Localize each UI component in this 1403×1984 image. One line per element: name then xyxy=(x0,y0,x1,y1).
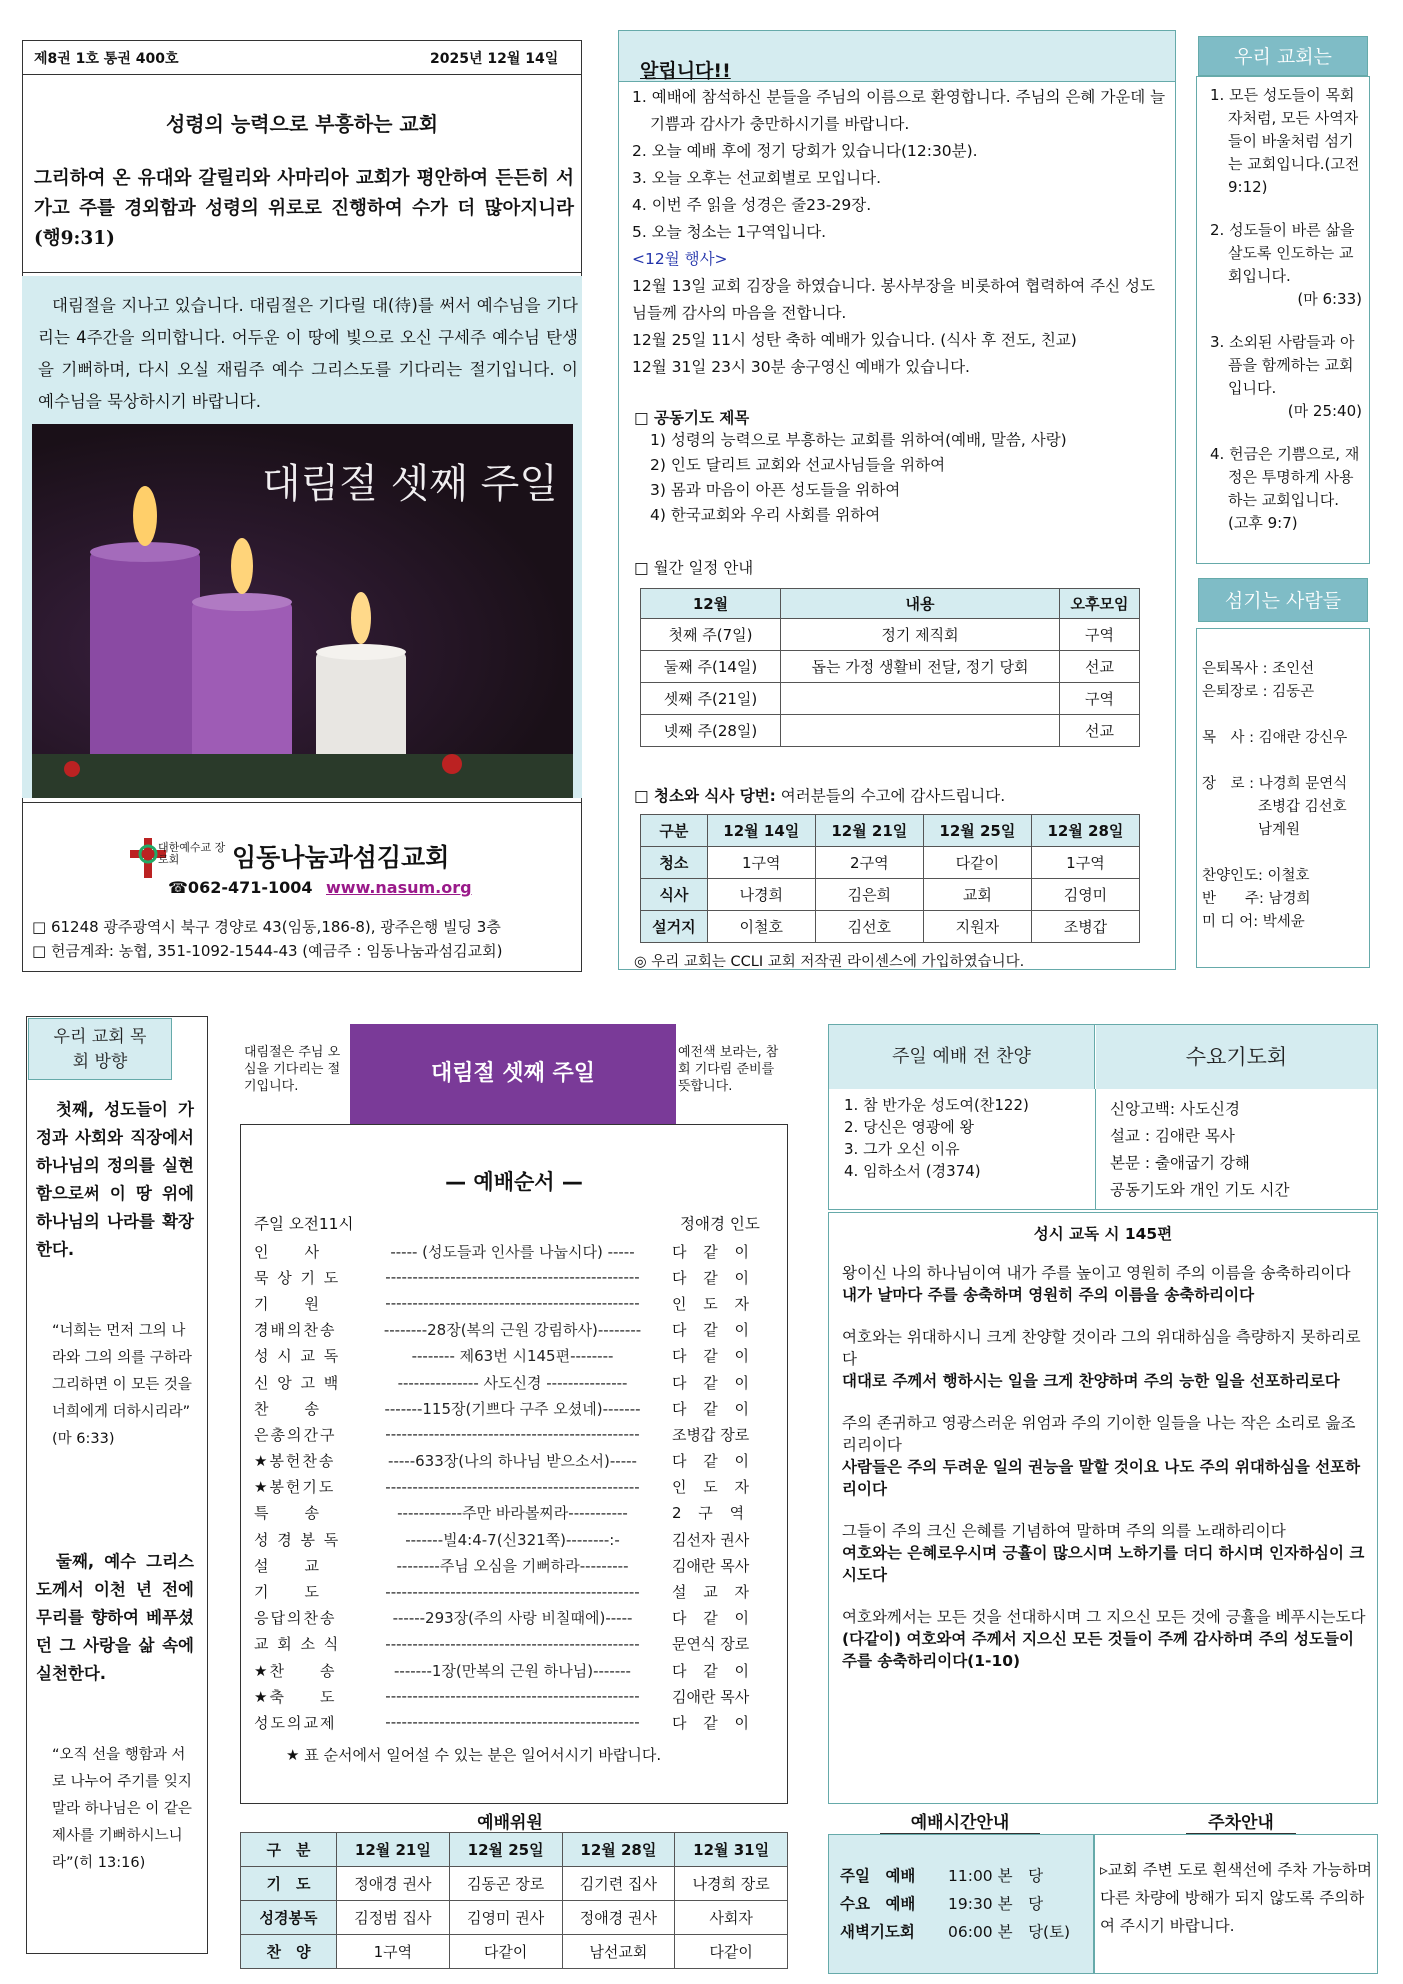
table-cell: 둘째 주(14일) xyxy=(641,651,781,683)
list-item: 3. 소외된 사람들과 아픔을 함께하는 교회입니다. xyxy=(1210,333,1355,397)
duty-subtitle: 여러분들의 수고에 감사드립니다. xyxy=(780,787,1006,805)
duty-table xyxy=(640,814,1140,943)
advent-left-note: 대림절은 주님 오심을 기다리는 절기입니다. xyxy=(244,1045,341,1094)
order-row: 성 시 교 독 -------- 제63번 시145편-------- 다 같 이 xyxy=(254,1347,756,1366)
table-cell: 1구역 xyxy=(707,847,815,879)
table-row xyxy=(241,1935,788,1969)
prayer-item: 2) 인도 달리트 교회와 선교사님들을 위하여 xyxy=(650,456,946,474)
table-row xyxy=(641,619,1140,651)
direction-quote-2: “오직 선을 행함과 서로 나누어 주기를 잊지 말라 하나님은 이 같은 제사를 기뻐하시느니라”(히 13:16) xyxy=(52,1747,192,1871)
servants-title: 섬기는 사람들 xyxy=(1198,578,1368,622)
table-row xyxy=(641,911,1140,943)
order-row: 경배의찬송 --------28장(복의 근원 강림하사)-------- 다 같 이 xyxy=(254,1321,756,1340)
table-cell: 성경봉독 xyxy=(241,1901,337,1935)
hymn-item: 1. 참 반가운 성도여(찬122) xyxy=(844,1096,1029,1114)
order-row: 교 회 소 식 ----------------------------------------------- 문연식 장로 xyxy=(254,1634,750,1654)
order-row: 인 사 ----- (성도들과 인사를 나눕시다) ----- 다 같 이 xyxy=(254,1242,756,1261)
committee-table xyxy=(240,1832,788,1969)
servant-line: 미 디 어: 박세윤 xyxy=(1202,914,1305,930)
theme-verse: 그리하여 온 유대와 갈릴리와 사마리아 교회가 평안하여 든든히 서 가고 주를 경외함과 성령의 위로로 진행하여 수가 더 많아지니라(행9:31) xyxy=(34,168,574,249)
table-cell: 다같이 xyxy=(675,1935,788,1969)
table-cell: 정애경 권사 xyxy=(337,1867,450,1901)
worship-title: — 예배순서 — xyxy=(445,1170,583,1194)
issue-date: 2025년 12월 14일 xyxy=(430,51,559,67)
table-cell: 김동곤 장로 xyxy=(449,1867,562,1901)
table-cell: 정기 제직회 xyxy=(781,619,1060,651)
table-cell: 1구역 xyxy=(337,1935,450,1969)
list-item: 2. 성도들이 바른 삶을 살도록 인도하는 교회입니다. xyxy=(1210,221,1355,285)
table-cell: 1구역 xyxy=(1031,847,1139,879)
servant-line: 은퇴목사 : 조인선 xyxy=(1202,661,1315,677)
servant-line: 조병갑 김선호 xyxy=(1258,799,1347,815)
volume-info: 제8권 1호 통권 400호 xyxy=(34,51,179,67)
table-cell: 선교 xyxy=(1060,715,1140,747)
direction-first: 첫째, 성도들이 가정과 사회와 직장에서 하나님의 정의를 실현함으로써 이 땅 위에 하나님의 나라를 확장한다. xyxy=(36,1100,194,1259)
table-header: 12월 xyxy=(641,589,781,619)
table-row xyxy=(641,847,1140,879)
table-row xyxy=(241,1901,788,1935)
prayer-item: 1) 성령의 능력으로 부흥하는 교회를 위하여(예배, 말씀, 사랑) xyxy=(650,431,1067,449)
table-cell: 나경희 장로 xyxy=(675,1867,788,1901)
psalm-text xyxy=(842,1262,1366,1692)
table-cell: 셋째 주(21일) xyxy=(641,683,781,715)
order-row: ★축 도 ----------------------------------------------- 김애란 목사 xyxy=(254,1687,750,1706)
table-cell: 이철호 xyxy=(707,911,815,943)
worship-time: 주일 오전11시 xyxy=(254,1215,354,1233)
servant-line: 반 주: 남경희 xyxy=(1202,891,1311,907)
notice-item: 3. 오늘 오후는 선교회별로 모입니다. xyxy=(632,169,882,187)
table-cell: 사회자 xyxy=(675,1901,788,1935)
table-cell: 김은희 xyxy=(815,879,923,911)
table-cell: 나경희 xyxy=(707,879,815,911)
time-row: 주일 예배 11:00 본 당 xyxy=(840,1867,1044,1885)
notice-item: 1. 예배에 참석하신 분들을 주님의 이름으로 환영합니다. 주님의 은혜 가운데 늘 기쁨과 감사가 충만하시기를 바랍니다. xyxy=(632,88,1166,133)
table-row xyxy=(641,715,1140,747)
table-header: 오후모임 xyxy=(1060,589,1140,619)
order-row: 은총의간구 ----------------------------------------------- 조병갑 장로 xyxy=(254,1425,750,1444)
table-header: 12월 25일 xyxy=(449,1833,562,1867)
table-header: 내용 xyxy=(781,589,1060,619)
monthly-schedule-table xyxy=(640,588,1140,747)
table-cell xyxy=(781,715,1060,747)
notice-item: 4. 이번 주 읽을 성경은 줄23-29장. xyxy=(632,196,872,214)
table-header: 구 분 xyxy=(241,1833,337,1867)
monthly-title: □ 월간 일정 안내 xyxy=(634,559,754,577)
table-cell: 기 도 xyxy=(241,1867,337,1901)
table-cell xyxy=(781,683,1060,715)
church-website[interactable]: www.nasum.org xyxy=(326,878,472,897)
order-row: ★봉헌기도 ----------------------------------------------- 인 도 자 xyxy=(254,1477,756,1497)
table-cell: 2구역 xyxy=(815,847,923,879)
worship-banner: 대림절 셋째 주일 xyxy=(350,1024,676,1124)
table-cell: 교회 xyxy=(923,879,1031,911)
our-church-list xyxy=(1210,84,1362,535)
wed-line: 신앙고백: 사도신경 xyxy=(1110,1100,1240,1118)
church-phone: ☎062-471-1004 xyxy=(168,878,313,897)
wed-list xyxy=(1110,1096,1290,1204)
order-row: 찬 송 -------115장(기쁘다 구주 오셨네)------- 다 같 이 xyxy=(254,1399,756,1418)
table-header: 12월 21일 xyxy=(815,815,923,847)
wed-line: 공동기도와 개인 기도 시간 xyxy=(1110,1181,1290,1199)
table-header: 12월 25일 xyxy=(923,815,1031,847)
notice-list xyxy=(632,84,1168,381)
servant-line: 찬양인도: 이철호 xyxy=(1202,868,1310,884)
table-row xyxy=(641,683,1140,715)
servant-line: 장 로 : 나경희 문연식 xyxy=(1202,776,1348,792)
order-row: 성도의교제 ----------------------------------------------- 다 같 이 xyxy=(254,1713,756,1732)
table-header: 12월 28일 xyxy=(1031,815,1139,847)
table-header: 12월 31일 xyxy=(675,1833,788,1867)
order-row: ★찬 송 -------1장(만복의 근원 하나님)------- 다 같 이 xyxy=(254,1661,756,1680)
table-cell: 다같이 xyxy=(449,1935,562,1969)
hymn-item: 3. 그가 오신 이유 xyxy=(844,1140,960,1158)
parking-title: 주차안내 xyxy=(1186,1808,1296,1835)
table-cell: 김영미 xyxy=(1031,879,1139,911)
table-cell: 설거지 xyxy=(641,911,708,943)
duty-title: □ 청소와 식사 당번: xyxy=(634,787,776,805)
table-header: 12월 21일 xyxy=(337,1833,450,1867)
worship-leader: 정애경 인도 xyxy=(680,1215,760,1233)
psalm-title: 성시 교독 시 145편 xyxy=(1033,1225,1173,1243)
servant-line: 남계원 xyxy=(1258,822,1301,838)
table-header: 구분 xyxy=(641,815,708,847)
times-title: 예배시간안내 xyxy=(880,1808,1040,1835)
table-cell: 돕는 가정 생활비 전달, 정기 당회 xyxy=(781,651,1060,683)
december-event: 12월 31일 23시 30분 송구영신 예배가 있습니다. xyxy=(632,358,970,376)
wed-title: 수요기도회 xyxy=(1096,1025,1377,1089)
worship-footnote: ★ 표 순서에서 일어설 수 있는 분은 일어서시기 바랍니다. xyxy=(286,1746,662,1764)
table-row xyxy=(641,651,1140,683)
table-cell: 첫째 주(7일) xyxy=(641,619,781,651)
table-cell: 김기련 집사 xyxy=(562,1867,675,1901)
table-cell: 김영미 권사 xyxy=(449,1901,562,1935)
table-header: 12월 14일 xyxy=(707,815,815,847)
table-cell: 남선교회 xyxy=(562,1935,675,1969)
time-row: 수요 예배 19:30 본 당 xyxy=(840,1895,1044,1913)
december-event: 12월 25일 11시 성탄 축하 예배가 있습니다. (식사 후 전도, 친교) xyxy=(632,331,1077,349)
notice-item: 5. 오늘 청소는 1구역입니다. xyxy=(632,223,827,241)
servant-line: 은퇴장로 : 김동곤 xyxy=(1202,684,1315,700)
our-church-title: 우리 교회는 xyxy=(1198,36,1368,76)
servants-list xyxy=(1202,658,1366,934)
table-cell: 지원자 xyxy=(923,911,1031,943)
motto-title: 성령의 능력으로 부흥하는 교회 xyxy=(165,112,439,136)
table-cell: 식사 xyxy=(641,879,708,911)
church-name: 임동나눔과섬김교회 xyxy=(232,843,450,872)
december-event: 12월 13일 교회 김장을 하였습니다. 봉사부장을 비롯하여 협력하여 주신 성도님들께 감사의 마음을 전합니다. xyxy=(632,277,1155,322)
order-row: 신 앙 고 백 --------------- 사도신경 --------------- 다 같 이 xyxy=(254,1373,756,1392)
order-row: 기 도 ----------------------------------------------- 설 교 자 xyxy=(254,1582,756,1602)
order-row: 성 경 봉 독 -------빌4:4-7(신321쪽)--------:- 김선자 권사 xyxy=(254,1530,750,1549)
table-cell: 선교 xyxy=(1060,651,1140,683)
table-cell: 찬 양 xyxy=(241,1935,337,1969)
table-header: 12월 28일 xyxy=(562,1833,675,1867)
servant-line: 목 사 : 김애란 강신우 xyxy=(1202,730,1348,746)
order-row: 기 원 ----------------------------------------------- 인 도 자 xyxy=(254,1294,756,1313)
psalm-paragraph: 왕이신 나의 하나님이여 내가 주를 높이고 영원히 주의 이름을 송축하리이다 내가 날마다 주를 송축하며 영원히 주의 이름을 송축하리이다 xyxy=(842,1264,1351,1304)
table-cell: 다같이 xyxy=(923,847,1031,879)
advent-right-note: 예전색 보라는, 참회 기다림 준비를 뜻합니다. xyxy=(678,1045,779,1094)
list-item: 4. 헌금은 기쁨으로, 재정은 투명하게 사용하는 교회입니다. (고후 9:7) xyxy=(1210,445,1360,532)
direction-second: 둘째, 예수 그리스도께서 이천 년 전에 무리를 향하여 베푸셨던 그 사랑을 삶 속에 실천한다. xyxy=(36,1552,194,1683)
table-cell: 넷째 주(28일) xyxy=(641,715,781,747)
hymns-title: 주일 예배 전 찬양 xyxy=(829,1025,1095,1089)
order-row: ★봉헌찬송 -----633장(나의 하나님 받으소서)----- 다 같 이 xyxy=(254,1452,756,1471)
church-account: □ 헌금계좌: 농협, 351-1092-1544-43 (예금주 : 임동나눔과섬김교회) xyxy=(32,942,503,960)
church-address: □ 61248 광주광역시 북구 경양로 43(임동,186-8), 광주은행 빌딩 3층 xyxy=(32,918,501,936)
table-cell: 김선호 xyxy=(815,911,923,943)
hymn-item: 2. 당신은 영광에 왕 xyxy=(844,1118,975,1136)
prayer-title: □ 공동기도 제목 xyxy=(634,409,750,427)
psalm-paragraph: 주의 존귀하고 영광스러운 위엄과 주의 기이한 일들을 나는 작은 소리로 읊조리리이다 사람들은 주의 두려운 일의 권능을 말할 것이요 나도 주의 위대하심을 선포하리이다 xyxy=(842,1414,1361,1498)
list-item: 1. 모든 성도들이 목회자처럼, 모든 사역자들이 바울처럼 섬기는 교회입니다.(고전 9:12) xyxy=(1210,86,1360,196)
wed-line: 본문 : 출애굽기 강해 xyxy=(1110,1154,1250,1172)
times-list xyxy=(840,1862,1070,1946)
committee-title: 예배위원 xyxy=(430,1808,590,1835)
prayer-item: 3) 몸과 마음이 아픈 성도들을 위하여 xyxy=(650,481,901,499)
order-row: 묵 상 기 도 ----------------------------------------------- 다 같 이 xyxy=(254,1268,756,1287)
wed-line: 설교 : 김애란 목사 xyxy=(1110,1127,1235,1145)
notices-title: 알립니다!! xyxy=(640,60,731,82)
parking-text: ▹교회 주변 도로 흰색선에 주차 가능하며 다른 차량에 방해가 되지 않도록 주의하여 주시기 바랍니다. xyxy=(1100,1861,1372,1935)
psalm-paragraph: 여호와는 위대하시니 크게 찬양할 것이라 그의 위대하심을 측량하지 못하리로다 대대로 주께서 행하시는 일을 크게 찬양하며 주의 능한 일을 선포하리로다 xyxy=(842,1328,1361,1390)
list-item-ref: (마 6:33) xyxy=(1297,290,1362,308)
list-item-ref: (마 25:40) xyxy=(1287,402,1362,420)
direction-quote-1: “너희는 먼저 그의 나라와 그의 의를 구하라 그리하면 이 모든 것을 너희에게 더하시리라” (마 6:33) xyxy=(52,1323,192,1447)
time-row: 새벽기도회 06:00 본 당(토) xyxy=(840,1923,1071,1941)
notice-item: 2. 오늘 예배 후에 정기 당회가 있습니다(12:30분). xyxy=(632,142,978,160)
december-events-label: <12월 행사> xyxy=(632,250,728,268)
worship-order-list xyxy=(254,1238,778,1736)
table-cell: 구역 xyxy=(1060,683,1140,715)
duty-heading xyxy=(634,784,1005,806)
order-row: 설 교 --------주님 오심을 기뻐하라--------- 김애란 목사 xyxy=(254,1556,750,1575)
table-cell: 조병갑 xyxy=(1031,911,1139,943)
license-note: ◎ 우리 교회는 CCLI 교회 저작권 라이센스에 가입하였습니다. xyxy=(634,954,1025,968)
order-row: 응답의찬송 ------293장(주의 사랑 비칠때에)----- 다 같 이 xyxy=(254,1609,756,1628)
order-row: 특 송 ------------주만 바라볼찌라----------- 2 구 역 xyxy=(254,1504,751,1523)
advent-image-title: 대림절 셋째 주일 xyxy=(262,461,558,507)
prayer-list xyxy=(650,428,1067,528)
table-cell: 정애경 권사 xyxy=(562,1901,675,1935)
prayer-item: 4) 한국교회와 우리 사회를 위하여 xyxy=(650,506,881,524)
table-cell: 구역 xyxy=(1060,619,1140,651)
table-cell: 청소 xyxy=(641,847,708,879)
hymn-item: 4. 임하소서 (경374) xyxy=(844,1162,981,1180)
church-denomination: 대한예수교 장로회 xyxy=(158,841,226,866)
psalm-paragraph: 여호와께서는 모든 것을 선대하시며 그 지으신 모든 것에 긍휼을 베푸시는도다 (다같이) 여호와여 주께서 지으신 모든 것들이 주께 감사하며 주의 성도들이 주를 송축하리이다(1-10) xyxy=(842,1608,1366,1670)
hymns-list xyxy=(844,1094,1029,1182)
psalm-paragraph: 그들이 주의 크신 은혜를 기념하여 말하며 주의 의를 노래하리이다 여호와는 은혜로우시며 긍휼이 많으시며 노하기를 더디 하시며 인자하심이 크시도다 xyxy=(842,1522,1365,1584)
advent-intro: 대림절을 지나고 있습니다. 대림절은 기다릴 대(待)를 써서 예수님을 기다리는 4주간을 의미합니다. 어두운 이 땅에 빛으로 오신 구세주 예수님 탄생을 기뻐하며, 다시 오실 재림주 예수 그리스도를 기다리는 절기입니다. 이 예수님을 묵상하시기 바랍니다. xyxy=(38,296,578,411)
table-cell: 김정범 집사 xyxy=(337,1901,450,1935)
direction-title: 우리 교회 목회 방향 xyxy=(28,1018,172,1080)
table-row xyxy=(641,879,1140,911)
advent-candles-image xyxy=(32,424,573,798)
table-row xyxy=(241,1867,788,1901)
